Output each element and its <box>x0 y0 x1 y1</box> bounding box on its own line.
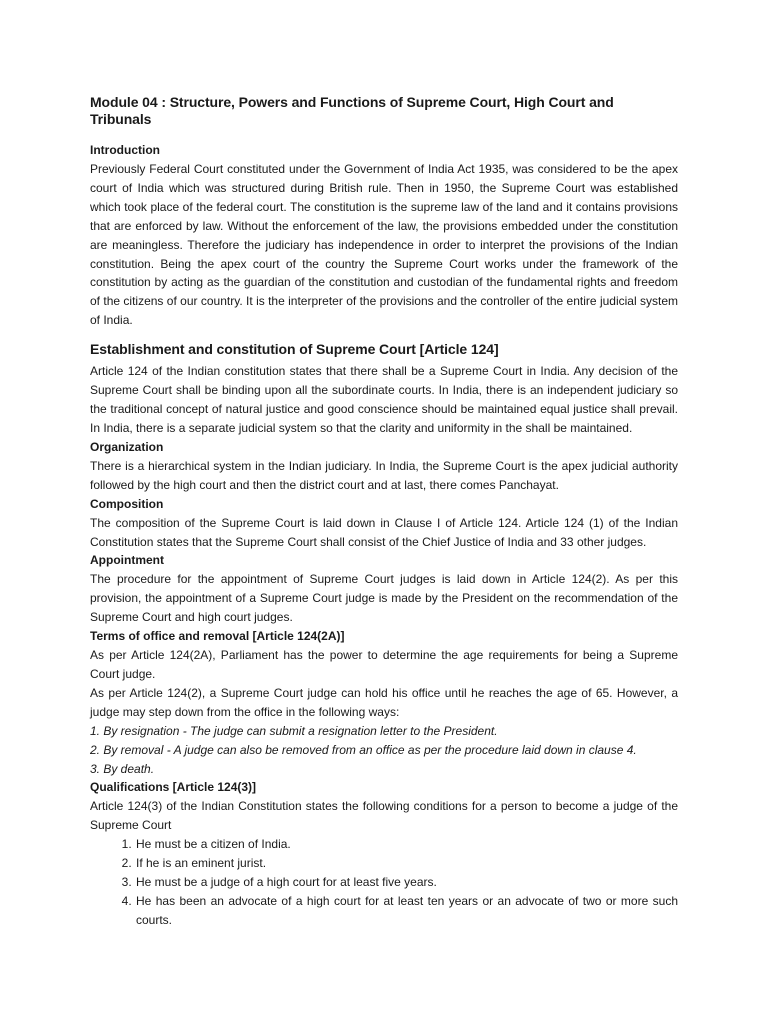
introduction-text: Previously Federal Court constituted under the Government of India Act 1935, was considered to be the apex court of India which was structured during British rule. Then in 1950, the Supreme Court was established which took place of the federal court. The constitution is the supreme law of the land and it contains provisions that are enforced by law. Without the enforcement of the law, the provisions embedded under the constitution are meaningless. Therefore the judiciary has independence in order to interpret the provisions of the Indian constitution. Being the apex court of the country the Supreme Court works under the framework of the constitution by acting as the guardian of the constitution and custodian of the fundamental rights and freedom of the citizens of our country. It is the interpreter of the provisions and the controller of the entire judicial system of India. <box>90 162 678 328</box>
removal-way-resignation: 1. By resignation - The judge can submit a resignation letter to the President. <box>90 723 498 738</box>
appointment-text: The procedure for the appointment of Supreme Court judges is laid down in Article 124(2). As per this provision, the appointment of a Supreme Court judge is made by the President on the recommendation of the Supreme Court and high court judges. <box>90 572 678 625</box>
composition-heading: Composition <box>90 496 164 511</box>
composition-text: The composition of the Supreme Court is laid down in Clause I of Article 124. Article 124 (1) of the Indian Constitution states that the Supreme Court shall consist of the Chief Justice of India and 33 other judges. <box>90 515 678 549</box>
qualification-item: 1. He must be a citizen of India. <box>135 835 678 854</box>
organization-heading: Organization <box>90 439 164 454</box>
establishment-text: Article 124 of the Indian constitution states that there shall be a Supreme Court in India. Any decision of the Supreme Court shall be binding upon all the subordinate courts. In India, there is an independent judiciary so the traditional concept of natural justice and good conscience should be maintained equal justice shall prevail. In India, there is a separate judicial system so that the clarity and uniformity in the shall be maintained. <box>90 364 678 435</box>
appointment-heading: Appointment <box>90 553 164 568</box>
qualification-item: 2. If he is an eminent jurist. <box>135 854 678 873</box>
organization-text: There is a hierarchical system in the Indian judiciary. In India, the Supreme Court is the apex judicial authority followed by the high court and then the district court and at last, there comes Panchayat. <box>90 458 678 492</box>
qualifications-list <box>90 835 678 930</box>
terms-text-age: As per Article 124(2A), Parliament has the power to determine the age requirements for being a Supreme Court judge. <box>90 648 678 682</box>
qualifications-heading: Qualifications [Article 124(3)] <box>90 780 257 795</box>
qualification-item: 3. He must be a judge of a high court for at least five years. <box>135 873 678 892</box>
establishment-heading: Establishment and constitution of Supreme Court [Article 124] <box>90 341 499 358</box>
introduction-heading: Introduction <box>90 143 160 157</box>
removal-way-removal: 2. By removal - A judge can also be removed from an office as per the procedure laid down in clause 4. <box>90 742 637 757</box>
terms-heading: Terms of office and removal [Article 124(2A)] <box>90 629 345 644</box>
removal-way-death: 3. By death. <box>90 761 155 776</box>
qualifications-text: Article 124(3) of the Indian Constitution states the following conditions for a person to become a judge of the Supreme Court <box>90 799 678 833</box>
document-title: Module 04 : Structure, Powers and Functions of Supreme Court, High Court and Tribunals <box>90 94 614 127</box>
qualification-item: 4. He has been an advocate of a high court for at least ten years or an advocate of two or more such courts. <box>135 892 678 930</box>
terms-text-office: As per Article 124(2), a Supreme Court judge can hold his office until he reaches the age of 65. However, a judge may step down from the office in the following ways: <box>90 685 678 719</box>
